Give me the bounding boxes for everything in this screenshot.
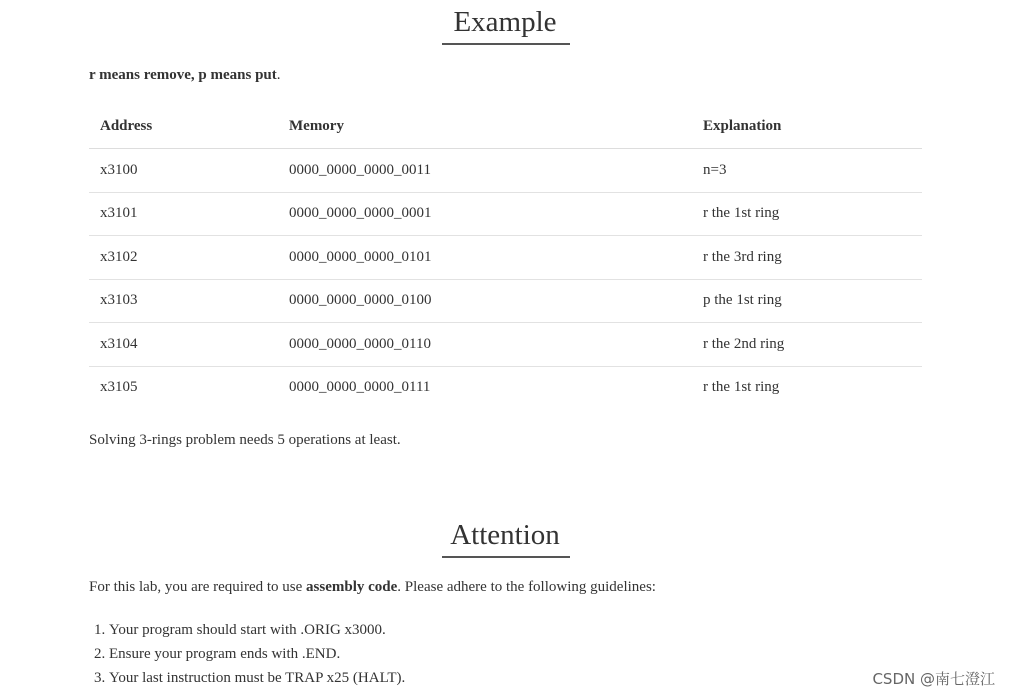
cell-address: x3100 — [89, 149, 278, 193]
table-row — [89, 236, 922, 280]
table-header-row — [89, 105, 922, 149]
header-memory: Memory — [278, 105, 692, 149]
attention-heading: Attention — [450, 519, 560, 551]
cell-memory: 0000_0000_0000_0011 — [278, 149, 692, 193]
guideline-item: 3. Your last instruction must be TRAP x25 (HALT). — [109, 666, 405, 690]
table-row — [89, 323, 922, 367]
header-address: Address — [89, 105, 278, 149]
cell-explanation: r the 3rd ring — [692, 236, 922, 280]
cell-explanation: r the 2nd ring — [692, 323, 922, 367]
cell-address: x3101 — [89, 192, 278, 236]
cell-memory: 0000_0000_0000_0101 — [278, 236, 692, 280]
guideline-item: 2. Ensure your program ends with .END. — [109, 642, 405, 666]
cell-memory: 0000_0000_0000_0111 — [289, 379, 431, 396]
attention-intro — [89, 577, 656, 597]
cell-memory: 0000_0000_0000_0100 — [278, 279, 692, 323]
example-intro-bold: r means remove, p means put — [89, 67, 277, 83]
memory-table — [89, 105, 922, 409]
csdn-watermark: CSDN @南七澄江 — [872, 670, 995, 688]
cell-explanation: r the 1st ring — [692, 192, 922, 236]
cell-address: x3103 — [89, 279, 278, 323]
table-row — [89, 149, 922, 193]
guidelines-list — [89, 618, 405, 690]
example-intro-tail: . — [276, 67, 281, 83]
attention-intro-pre: For this lab, you are required to use — [89, 579, 307, 595]
cell-explanation: r the 1st ring — [703, 379, 780, 396]
example-summary: Solving 3-rings problem needs 5 operations at least. — [89, 432, 401, 448]
cell-address: x3102 — [89, 236, 278, 280]
attention-intro-post: . Please adhere to the following guidelines: — [397, 579, 656, 595]
table-row — [89, 192, 922, 236]
cell-address: x3105 — [100, 379, 138, 396]
cell-memory: 0000_0000_0000_0001 — [278, 192, 692, 236]
table-row — [89, 366, 922, 409]
cell-address: x3104 — [89, 323, 278, 367]
cell-explanation: n=3 — [692, 149, 922, 193]
header-explanation: Explanation — [692, 105, 922, 149]
attention-intro-bold: assembly code — [306, 579, 398, 595]
cell-explanation: p the 1st ring — [692, 279, 922, 323]
example-heading: Example — [453, 6, 557, 38]
cell-memory: 0000_0000_0000_0110 — [278, 323, 692, 367]
attention-heading-underline — [442, 556, 570, 558]
guideline-item: 1. Your program should start with .ORIG x3000. — [109, 618, 405, 642]
table-row — [89, 279, 922, 323]
example-heading-underline — [442, 43, 570, 45]
example-intro — [89, 65, 281, 85]
